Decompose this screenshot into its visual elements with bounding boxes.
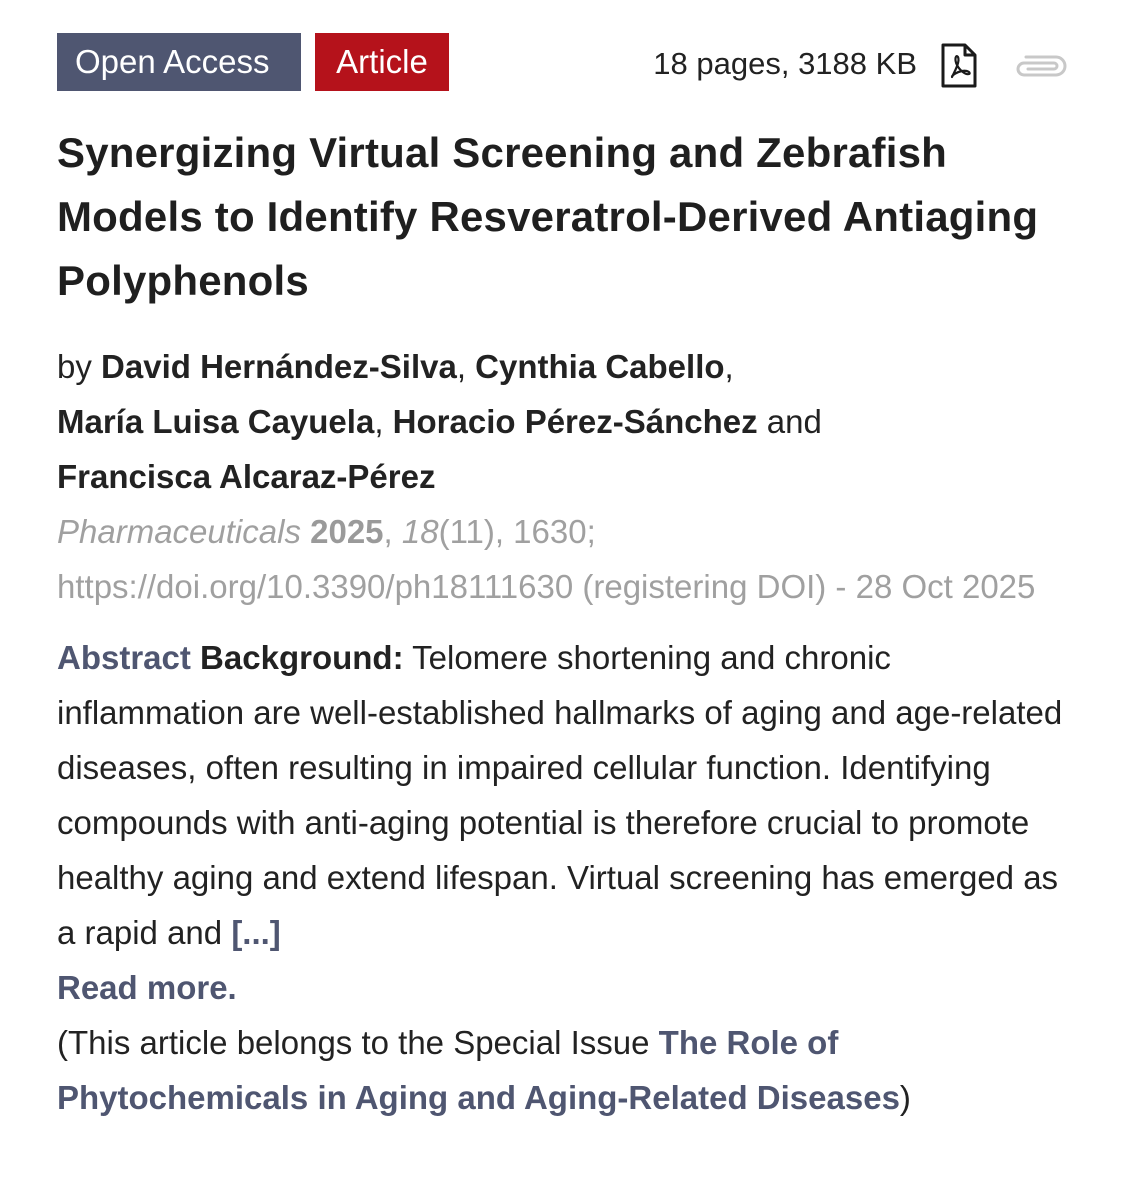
background-label: Background: — [200, 639, 404, 676]
special-issue-link[interactable]: The Role of Phytochemicals in Aging and Aging-Related Diseases — [57, 1024, 900, 1116]
read-more-link[interactable]: Read more. — [57, 969, 237, 1006]
special-issue-note — [57, 1015, 1077, 1125]
publication-year: 2025 — [310, 513, 384, 550]
author-separator: , — [724, 348, 734, 385]
article-type-badge: Article — [315, 33, 449, 91]
open-access-badge: Open Access — [57, 33, 301, 91]
author-list — [57, 339, 1077, 504]
citation-separator: , — [383, 513, 402, 550]
issue-pages: (11), 1630; — [438, 513, 596, 550]
by-label: by — [57, 348, 92, 385]
article-title[interactable]: Synergizing Virtual Screening and Zebrafish Models to Identify Resveratrol-Derived Antiaging Polyphenols — [57, 129, 1039, 304]
pages-size-info: 18 pages, 3188 KB — [653, 46, 917, 81]
author-separator: , — [374, 403, 384, 440]
special-issue-suffix: ) — [899, 1079, 911, 1116]
volume: 18 — [401, 513, 439, 550]
expand-abstract-link[interactable]: [...] — [231, 914, 281, 951]
author-name[interactable]: Horacio Pérez-Sánchez — [392, 403, 758, 440]
abstract-label[interactable]: Abstract — [57, 639, 191, 676]
paperclip-icon[interactable] — [1012, 53, 1068, 79]
abstract — [57, 630, 1077, 1015]
author-separator: , — [456, 348, 466, 385]
citation — [57, 504, 1077, 614]
author-name[interactable]: María Luisa Cayuela — [57, 403, 375, 440]
pdf-file-icon[interactable] — [940, 43, 978, 89]
journal-name: Pharmaceuticals — [57, 513, 301, 550]
article-header-row — [57, 33, 1077, 91]
author-name[interactable]: Francisca Alcaraz-Pérez — [57, 458, 436, 495]
doi-link[interactable]: https://doi.org/10.3390/ph18111630 (registering DOI) - 28 Oct 2025 — [57, 568, 1036, 605]
author-separator: and — [766, 403, 822, 440]
author-name[interactable]: David Hernández-Silva — [101, 348, 457, 385]
article-card — [57, 33, 1077, 1125]
abstract-text: Telomere shortening and chronic inflammation are well-established hallmarks of aging and age-related diseases, often resulting in impaired cellular function. Identifying compounds with anti-aging potential is therefore crucial to promote healthy aging and extend lifespan. Virtual screening has emerged as a rapid and — [57, 639, 1063, 951]
special-issue-prefix: (This article belongs to the Special Issue — [57, 1024, 650, 1061]
author-name[interactable]: Cynthia Cabello — [475, 348, 725, 385]
